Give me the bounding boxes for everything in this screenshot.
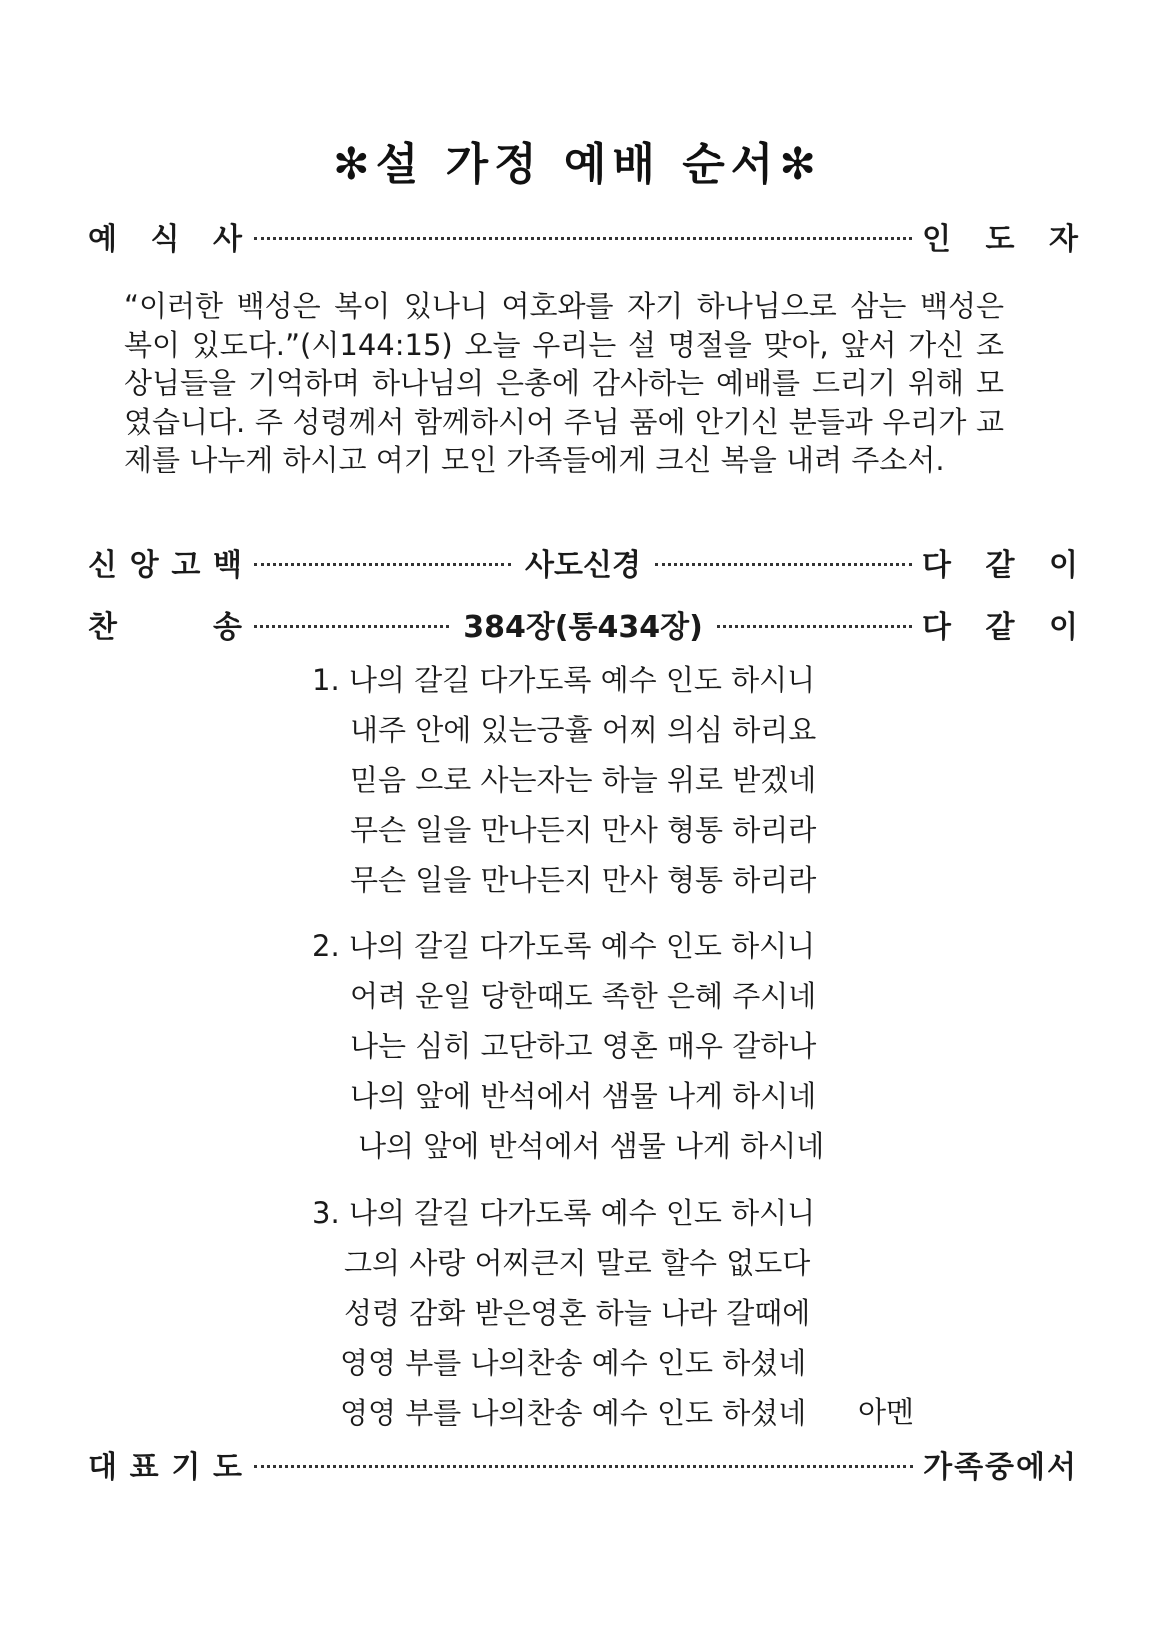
creed-name: 사도신경	[525, 548, 641, 583]
hymn-verse-1	[312, 655, 832, 905]
leader-dots	[254, 237, 912, 240]
leader-dots	[254, 563, 511, 566]
creed-leader: 다 같 이	[922, 548, 1078, 583]
lyric-line: 3. 나의 갈길 다가도록 예수 인도 하시니	[312, 1196, 816, 1230]
lyric-line: 무슨 일을 만나든지 만사 형통 하리라	[350, 813, 817, 847]
opening-label: 예 식 사	[88, 222, 244, 257]
lyric-line: 영영 부를 나의찬송 예수 인도 하셨네	[340, 1346, 807, 1380]
lyric-line: 나의 앞에 반석에서 샘물 나게 하시네	[358, 1129, 825, 1163]
lyric-line: 믿음 으로 사는자는 하늘 위로 받겠네	[350, 763, 817, 797]
opening-leader: 인 도 자	[922, 222, 1078, 257]
creed-label: 신 앙 고 백	[88, 548, 244, 583]
amen-text: 아멘	[858, 1395, 915, 1429]
lyric-line: 2. 나의 갈길 다가도록 예수 인도 하시니	[312, 929, 816, 963]
prayer-row	[88, 1442, 1078, 1486]
hymn-label: 찬 송	[88, 610, 244, 645]
lyric-line: 영영 부를 나의찬송 예수 인도 하셨네	[340, 1396, 807, 1430]
leader-dots	[254, 1465, 913, 1468]
creed-row	[88, 540, 1078, 584]
lyric-line: 나의 앞에 반석에서 샘물 나게 하시네	[350, 1079, 817, 1113]
prayer-leader: 가족중에서	[923, 1450, 1078, 1485]
opening-row	[88, 214, 1078, 258]
page-title: ✻설 가정 예배 순서✻	[332, 139, 823, 190]
hymn-verse-3	[312, 1188, 832, 1438]
prayer-label: 대 표 기 도	[88, 1450, 244, 1485]
hymn-number: 384장(통434장)	[463, 610, 703, 645]
leader-dots	[655, 563, 912, 566]
lyric-line: 내주 안에 있는긍휼 어찌 의심 하리요	[350, 713, 817, 747]
hymn-row	[88, 602, 1078, 646]
hymn-leader: 다 같 이	[922, 610, 1078, 645]
lyric-line: 나는 심히 고단하고 영혼 매우 갈하나	[350, 1029, 817, 1063]
lyric-line: 무슨 일을 만나든지 만사 형통 하리라	[350, 863, 817, 897]
lyric-line: 어려 운일 당한때도 족한 은혜 주시네	[350, 979, 817, 1013]
hymn-verse-2	[312, 921, 832, 1171]
lyric-line: 성령 감화 받은영혼 하늘 나라 갈때에	[344, 1296, 811, 1330]
opening-text: “이러한 백성은 복이 있나니 여호와를 자기 하나님으로 삼는 백성은 복이 있도다.”(시144:15) 오늘 우리는 설 명절을 맞아, 앞서 가신 조상님들을 기억하며 하나님의 은총에 감사하는 예배를 드리기 위해 모였습니다. 주 성령께서 함께하시어 주님 품에 안기신 분들과 우리가 교제를 나누게 하시고 여기 모인 가족들에게 크신 복을 내려 주소서.	[124, 289, 1004, 477]
leader-dots	[254, 625, 449, 628]
leader-dots	[717, 625, 912, 628]
lyric-line: 1. 나의 갈길 다가도록 예수 인도 하시니	[312, 663, 816, 697]
lyric-line: 그의 사랑 어찌큰지 말로 할수 없도다	[344, 1246, 811, 1280]
